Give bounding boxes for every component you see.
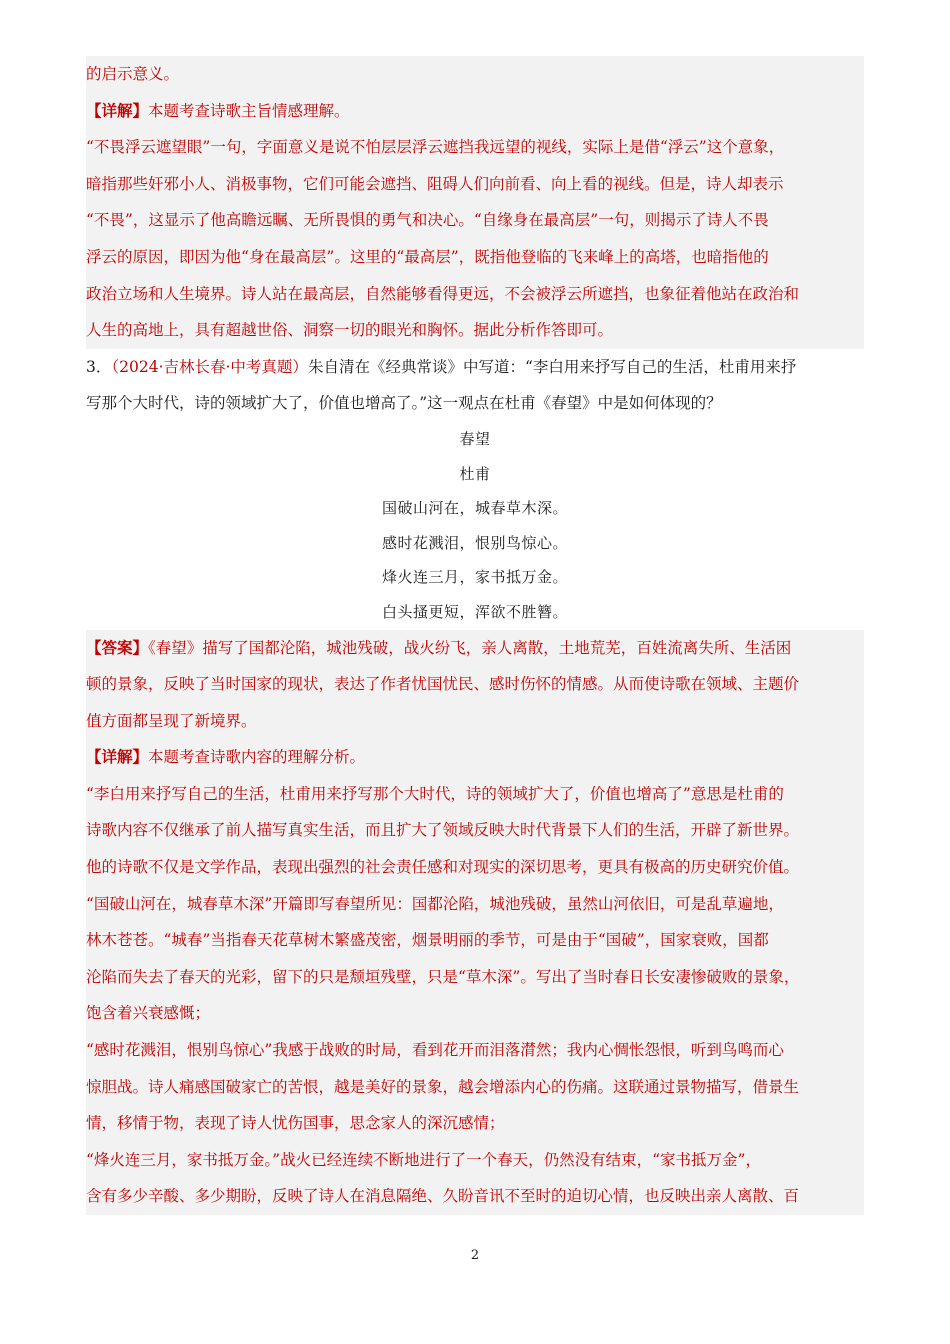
detail-line: 暗指那些奸邪小人、消极事物，它们可能会遮挡、阻碍人们向前看、向上看的视线。但是，诗人却表示 <box>86 174 784 193</box>
detail-line: 浮云的原因，即因为他“身在最高层”。这里的“最高层”，既指他登临的飞来峰上的高塔，也暗指他的 <box>86 247 769 266</box>
detail-line: “感时花溅泪，恨别鸟惊心”我感于战败的时局，看到花开而泪落潸然；我内心惆怅怨恨，听到鸟鸣而心 <box>86 1041 784 1060</box>
poem-line: 感时花溅泪，恨别鸟惊心。 <box>381 533 568 552</box>
page-content <box>86 56 864 1215</box>
detail-line: 饱含着兴衰感慨； <box>86 1004 211 1023</box>
detail-line: “国破山河在，城春草木深”开篇即写春望所见：国都沦陷，城池残破，虽然山河依旧，可是乱草遍地， <box>86 894 784 913</box>
answer-text: 《春望》描写了国都沦陷，城池残破，战火纷飞，亲人离散，土地荒芜，百姓流离失所、生活困 <box>148 638 792 657</box>
question-3-line-1 <box>86 349 864 386</box>
detail-line: 他的诗歌不仅是文学作品，表现出强烈的社会责任感和对现实的深切思考，更具有极高的历史研究价值。 <box>86 858 800 877</box>
detail-line: 含有多少辛酸、多少期盼，反映了诗人在消息隔绝、久盼音讯不至时的迫切心情，也反映出亲人离散、百 <box>86 1187 800 1206</box>
detail-line: 惊胆战。诗人痛感国破家亡的苦恨，越是美好的景象，越会增添内心的伤痛。这联通过景物描写，借景生 <box>86 1077 800 1096</box>
page-number: 2 <box>470 1248 480 1263</box>
answer-line: 值方面都呈现了新境界。 <box>86 711 257 730</box>
question-text: 朱自清在《经典常谈》中写道：“李白用来抒写自己的生活，杜甫用来抒 <box>307 357 797 376</box>
detail-label: 【详解】 <box>86 747 149 767</box>
poem-line: 烽火连三月，家书抵万金。 <box>381 568 568 587</box>
poem-author: 杜甫 <box>459 464 491 483</box>
detail-line: 诗歌内容不仅继承了前人描写真实生活，而且扩大了领域反映大时代背景下人们的生活，开辟了新世界。 <box>86 821 800 840</box>
detail-line: 政治立场和人生境界。诗人站在最高层，自然能够看得更远，不会被浮云所遮挡，也象征着他站在政治和 <box>86 284 800 303</box>
detail-line: 林木苍苍。“城春”当指春天花草树木繁盛茂密，烟景明丽的季节，可是由于“国破”，国家衰败，国都 <box>86 931 769 950</box>
question-number: 3． <box>86 357 112 376</box>
detail-heading-1 <box>86 93 864 130</box>
answer-continuation-line: 的启示意义。 <box>86 65 180 83</box>
detail-heading-3 <box>86 739 864 776</box>
poem-title: 春望 <box>459 429 491 448</box>
question-3-line-2: 写那个大时代，诗的领域扩大了，价值也增高了。”这一观点在杜甫《春望》中是如何体现的？ <box>86 394 722 413</box>
detail-line: 沦陷而失去了春天的光彩，留下的只是颓垣残壁，只是“草木深”。写出了当时春日长安凄惨破败的景象， <box>86 967 800 986</box>
question-source: （2024·吉林长春·中考真题） <box>111 357 308 376</box>
answer-line: 顿的景象，反映了当时国家的现状，表达了作者忧国忧民、感时伤怀的情感。从而使诗歌在领域、主题价 <box>86 675 800 694</box>
poem <box>86 422 864 630</box>
detail-line: 情，移情于物，表现了诗人忧伤国事，思念家人的深沉感情； <box>86 1114 505 1133</box>
answer-line <box>86 630 864 667</box>
detail-line: “不畏”，这显示了他高瞻远瞩、无所畏惧的勇气和决心。“自缘身在最高层”一句，则揭示了诗人不畏 <box>86 211 769 230</box>
detail-line: 人生的高地上，具有超越世俗、洞察一切的眼光和胸怀。据此分析作答即可。 <box>86 321 614 340</box>
detail-intro: 本题考查诗歌内容的理解分析。 <box>148 748 366 767</box>
poem-line: 国破山河在，城春草木深。 <box>381 499 568 518</box>
detail-line: “烽火连三月，家书抵万金。”战火已经连续不断地进行了一个春天，仍然没有结束，“家书抵万金”， <box>86 1150 761 1169</box>
answer-continuation-block <box>86 56 864 349</box>
detail-intro: 本题考查诗歌主旨情感理解。 <box>148 101 350 120</box>
detail-line: “李白用来抒写自己的生活，杜甫用来抒写那个大时代，诗的领域扩大了，价值也增高了”意思是杜甫的 <box>86 784 784 803</box>
question-3 <box>86 349 864 422</box>
poem-line: 白头搔更短，浑欲不胜簪。 <box>381 602 568 621</box>
detail-label: 【详解】 <box>86 100 149 120</box>
detail-line: “不畏浮云遮望眼”一句，字面意义是说不怕层层浮云遮挡我远望的视线，实际上是借“浮云”这个意象， <box>86 138 785 157</box>
answer-label: 【答案】 <box>86 637 149 657</box>
answer-block <box>86 630 864 1216</box>
